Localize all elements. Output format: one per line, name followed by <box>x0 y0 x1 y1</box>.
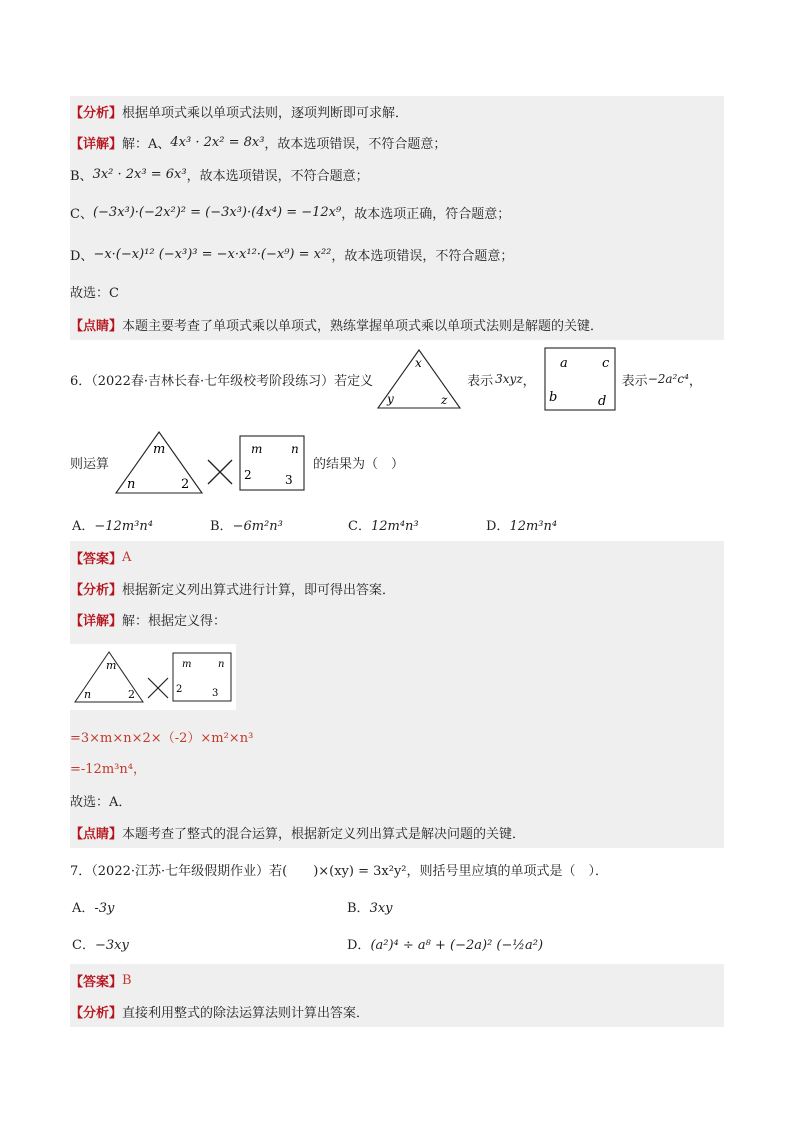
triangle-top-label: x <box>415 356 422 370</box>
square-top-right-label: c <box>601 356 609 371</box>
detail-tag: 【详解】 <box>70 614 123 629</box>
q7-stem-prefix: 7．（2022·江苏·七年级假期作业）若( )×(xy) = 3x²y² <box>70 863 407 879</box>
option-b-expression: 3x² · 2x³ = 6x³ <box>92 167 187 182</box>
option-value: 12m⁴n³ <box>370 519 419 534</box>
detail-triangle-left-label: n <box>84 688 92 701</box>
analysis-text: 根据新定义列出算式进行计算，即可得出答案． <box>122 583 396 598</box>
triangle-right-label: z <box>441 393 448 407</box>
answer-text: A <box>122 549 132 565</box>
option-d-note: ，故本选项错误，不符合题意； <box>331 248 514 264</box>
detail-triangle-figure <box>72 649 146 705</box>
q7-stem-suffix: ，则括号里应填的单项式是（ ）． <box>406 863 609 879</box>
option-value: -3y <box>94 901 115 916</box>
option-value: −6m²n³ <box>232 519 283 534</box>
q6-stem-mid3: 表示 <box>621 373 648 389</box>
q6-option-d[interactable] <box>486 515 557 534</box>
option-value: −3xy <box>94 938 129 953</box>
q5-detail-a <box>70 126 724 158</box>
option-label: C． <box>348 519 371 534</box>
analysis-tag: 【分析】 <box>70 583 123 598</box>
q6-option-c[interactable] <box>348 515 419 534</box>
q6-stem <box>70 346 724 412</box>
multiply-icon <box>205 457 235 487</box>
q7-answer <box>70 964 724 996</box>
q6-answer <box>70 541 724 573</box>
detail-square-top-left-label: m <box>182 659 192 670</box>
op-square-bottom-right-label: 3 <box>285 473 293 487</box>
option-b-note: ，故本选项错误，不符合题意； <box>186 169 369 184</box>
answer-tag: 【答案】 <box>70 551 123 567</box>
q6-stem-end: ， <box>688 373 702 389</box>
analysis-tag: 【分析】 <box>70 1006 123 1021</box>
option-a-note: ，故本选项错误，不符合题意； <box>264 136 447 152</box>
q6-stem-mid2: ， <box>522 373 536 389</box>
operation-triangle-figure <box>113 429 205 495</box>
choice-text: 故选：A． <box>70 794 132 810</box>
choice-text: 故选：C <box>70 286 119 301</box>
analysis-text: 直接利用整式的除法运算法则计算出答案． <box>122 1006 370 1021</box>
answer-tag: 【答案】 <box>70 974 123 990</box>
option-label: B． <box>210 519 233 534</box>
q6-op-suffix: 的结果为（ ） <box>313 456 405 472</box>
detail-square-figure <box>172 652 232 702</box>
option-value: −12m³n⁴ <box>94 519 153 534</box>
op-square-bottom-left-label: 2 <box>244 468 252 482</box>
operation-square-figure <box>239 435 305 491</box>
q7-option-a[interactable] <box>72 897 114 916</box>
option-value: (a²)⁴ ÷ a⁸ + (−2a)² (−½a²) <box>370 938 544 953</box>
square-value: −2a²c⁴ <box>647 372 689 386</box>
detail-square-bottom-left-label: 2 <box>176 684 183 695</box>
answer-text: B <box>122 972 132 988</box>
q5-comment <box>70 308 724 340</box>
q7-option-d[interactable] <box>347 934 543 953</box>
q6-option-b[interactable] <box>210 515 283 534</box>
q6-option-a[interactable] <box>72 515 153 534</box>
triangle-value: 3xyz <box>495 372 523 386</box>
q6-step1 <box>70 722 724 750</box>
q6-op-prefix: 则运算 <box>70 456 110 472</box>
square-bottom-left-label: b <box>548 390 557 405</box>
q5-analysis <box>70 96 724 126</box>
detail-triangle-top-label: m <box>106 659 117 672</box>
op-triangle-right-label: 2 <box>181 477 190 492</box>
triangle-definition-figure <box>375 347 463 411</box>
detail-square-top-right-label: n <box>218 659 225 670</box>
option-label: D． <box>486 519 510 534</box>
q5-choice <box>70 275 724 308</box>
option-label: D． <box>347 938 371 953</box>
triangle-left-label: y <box>387 392 394 406</box>
analysis-text: 根据单项式乘以单项式法则，逐项判断即可求解． <box>122 105 409 121</box>
option-c-lead: C、 <box>70 206 93 222</box>
q5-detail-b <box>70 158 724 191</box>
comment-tag: 【点睛】 <box>70 826 123 842</box>
comment-text: 本题主要考查了单项式乘以单项式，熟练掌握单项式乘以单项式法则是解题的关键． <box>122 318 604 334</box>
detail-square-bottom-right-label: 3 <box>212 688 219 699</box>
detail-lead: 解：A、 <box>122 136 171 152</box>
q6-stem-mid1: 表示 <box>467 373 494 389</box>
q6-stem-prefix: 6．（2022春·吉林长春·七年级校考阶段练习）若定义 <box>70 373 374 389</box>
option-b-lead: B、 <box>70 169 93 184</box>
square-definition-figure <box>544 347 616 411</box>
detail-tag: 【详解】 <box>70 136 123 152</box>
q6-comment <box>70 816 724 848</box>
option-c-note: ，故本选项正确，符合题意； <box>341 206 511 222</box>
op-square-top-left-label: m <box>251 442 263 456</box>
op-square-top-right-label: n <box>291 442 299 456</box>
q7-stem <box>70 852 724 886</box>
q7-option-c[interactable] <box>72 934 129 953</box>
q7-option-b[interactable] <box>347 897 393 916</box>
detail-triangle-right-label: 2 <box>128 688 135 701</box>
q6-choice <box>70 784 724 816</box>
option-d-expression: −x·(−x)¹² (−x³)³ = −x·x¹²·(−x⁹) = x²² <box>93 246 332 262</box>
comment-tag: 【点睛】 <box>70 318 123 334</box>
q6-detail <box>70 604 724 635</box>
option-a-expression: 4x³ · 2x² = 8x³ <box>170 134 265 150</box>
q7-analysis <box>70 996 724 1027</box>
detail-figure <box>70 644 236 710</box>
comment-text: 本题考查了整式的混合运算，根据新定义列出算式是解决问题的关键． <box>122 826 526 842</box>
multiply-icon <box>146 676 170 700</box>
square-top-left-label: a <box>559 356 568 371</box>
option-value: 3xy <box>369 901 393 916</box>
option-label: A． <box>72 519 95 534</box>
op-triangle-left-label: n <box>127 477 136 492</box>
option-label: C． <box>72 938 95 953</box>
analysis-tag: 【分析】 <box>70 105 123 121</box>
q6-analysis <box>70 573 724 604</box>
q6-step2 <box>70 750 724 784</box>
op-triangle-top-label: m <box>153 442 166 457</box>
option-label: B． <box>347 901 370 916</box>
detail-text: 解：根据定义得： <box>122 614 227 629</box>
step1-text: =3×m×n×2×（-2）×m²×n³ <box>70 730 254 746</box>
step2-text: =-12m³n⁴， <box>70 761 146 777</box>
q5-detail-d <box>70 233 724 275</box>
option-label: A． <box>72 901 95 916</box>
q6-operation <box>70 428 724 496</box>
q6-detail-figure-row <box>70 635 724 722</box>
q5-detail-c <box>70 191 724 233</box>
square-bottom-right-label: d <box>597 394 606 409</box>
option-value: 12m³n⁴ <box>509 519 558 534</box>
option-d-lead: D、 <box>70 248 94 264</box>
option-c-expression: (−3x³)·(−2x²)² = (−3x³)·(4x⁴) = −12x⁹ <box>92 204 342 220</box>
